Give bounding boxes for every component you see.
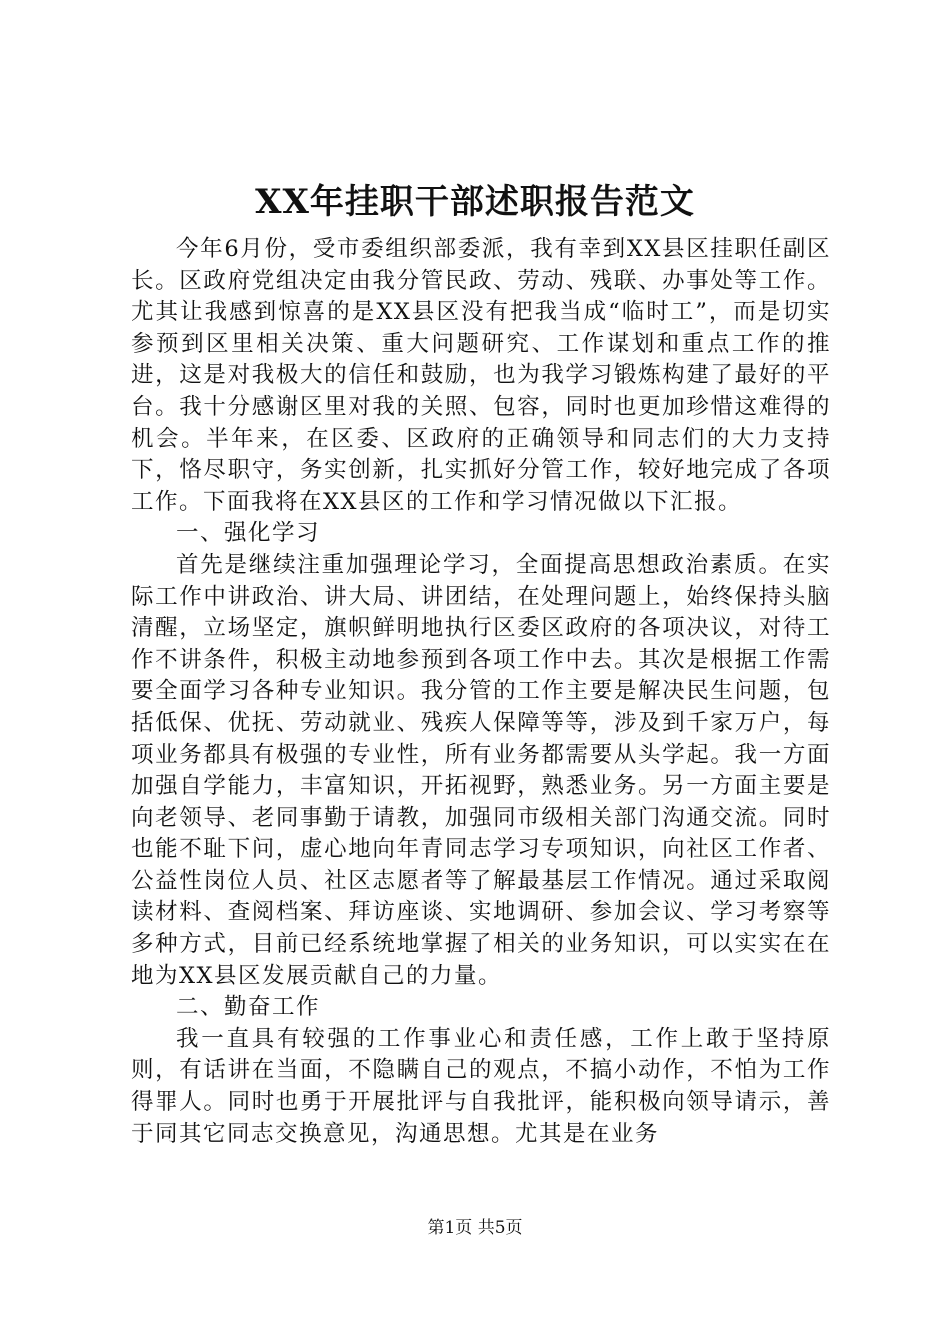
page-number-footer: 第1页 共5页 xyxy=(427,1218,523,1238)
paragraph-study: 首先是继续注重加强理论学习，全面提高思想政治素质。在实际工作中讲政治、讲大局、讲团结，在处理问题上，始终保持头脑清醒，立场坚定，旗帜鲜明地执行区委区政府的各项决议，对待工作不讲条件，积极主动地参预到各项工作中去。其次是根据工作需要全面学习各种专业知识。我分管的工作主要是解决民生问题，包括低保、优抚、劳动就业、残疾人保障等等，涉及到千家万户，每项业务都具有极强的专业性，所有业务都需要从头学起。我一方面加强自学能力，丰富知识，开拓视野，熟悉业务。另一方面主要是向老领导、老同事勤于请教，加强同市级相关部门沟通交流。同时也能不耻下问，虚心地向年青同志学习专项知识，向社区工作者、公益性岗位人员、社区志愿者等了解最基层工作情况。通过采取阅读材料、查阅档案、拜访座谈、实地调研、参加会议、学习考察等多种方式，目前已经系统地掌握了相关的业务知识，可以实实在在地为XX县区发展贡献自己的力量。 xyxy=(131,551,831,989)
document-body xyxy=(131,234,831,1150)
section-heading-work: 二、勤奋工作 xyxy=(176,994,321,1021)
section-heading-study: 一、强化学习 xyxy=(176,520,321,547)
paragraph-work: 我一直具有较强的工作事业心和责任感，工作上敢于坚持原则，有话讲在当面，不隐瞒自己的观点，不搞小动作，不怕为工作得罪人。同时也勇于开展批评与自我批评，能积极向领导请示，善于同其它同志交换意见，沟通思想。尤其是在业务 xyxy=(131,1025,831,1147)
paragraph-intro: 今年6月份，受市委组织部委派，我有幸到XX县区挂职任副区长。区政府党组决定由我分管民政、劳动、残联、办事处等工作。尤其让我感到惊喜的是XX县区没有把我当成“临时工”，而是切实参预到区里相关决策、重大问题研究、工作谋划和重点工作的推进，这是对我极大的信任和鼓励，也为我学习锻炼构建了最好的平台。我十分感谢区里对我的关照、包容，同时也更加珍惜这难得的机会。半年来，在区委、区政府的正确领导和同志们的大力支持下，恪尽职守，务实创新，扎实抓好分管工作，较好地完成了各项工作。下面我将在XX县区的工作和学习情况做以下汇报。 xyxy=(131,236,831,515)
document-title: XX年挂职干部述职报告范文 xyxy=(255,182,695,222)
